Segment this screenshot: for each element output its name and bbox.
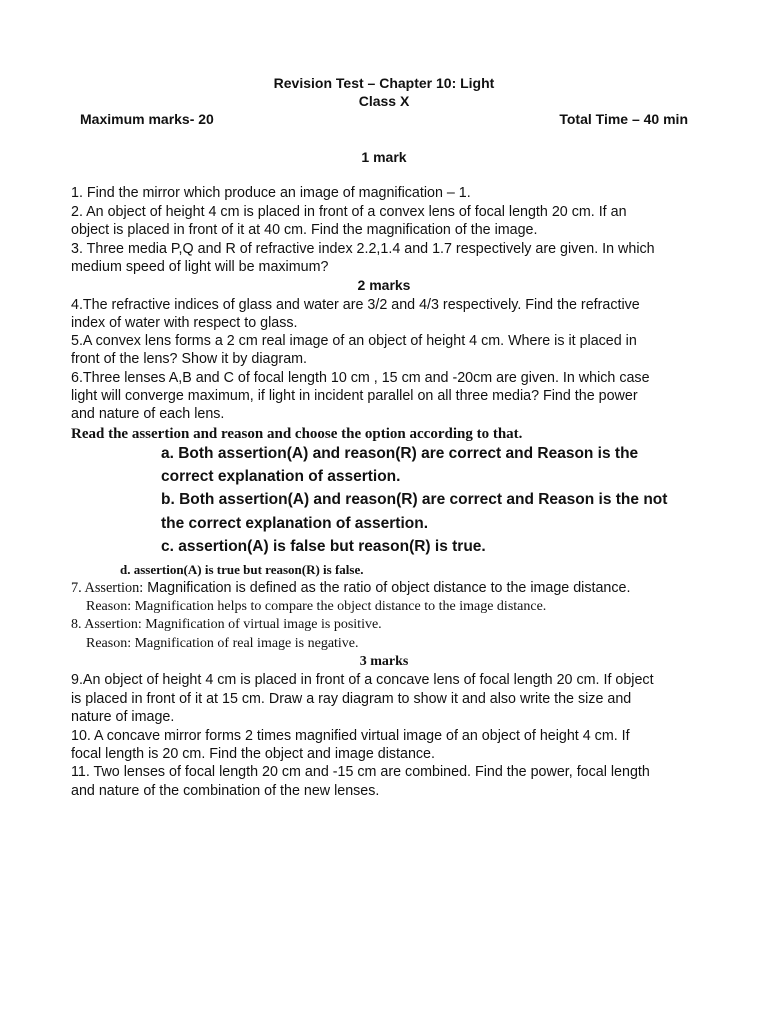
option-d: d. assertion(A) is true but reason(R) is false.	[120, 562, 364, 577]
question-3-line-1: 3. Three media P,Q and R of refractive index 2.2,1.4 and 1.7 respectively are given. In which	[71, 241, 655, 257]
question-6-line-1: 6.Three lenses A,B and C of focal length 10 cm , 15 cm and -20cm are given. In which case	[71, 370, 650, 386]
question-9-line-1: 9.An object of height 4 cm is placed in front of a concave lens of focal length 20 cm. If object	[71, 672, 654, 688]
option-b-line-1: b. Both assertion(A) and reason(R) are correct and Reason is the not	[161, 491, 668, 508]
max-marks: Maximum marks- 20	[80, 111, 214, 127]
question-7-assertion-text: Magnification is defined as the ratio of object distance to the image distance.	[143, 580, 631, 596]
question-11-line-1: 11. Two lenses of focal length 20 cm and -15 cm are combined. Find the power, focal length	[71, 764, 650, 780]
question-2-line-1: 2. An object of height 4 cm is placed in front of a convex lens of focal length 20 cm. If an	[71, 204, 627, 220]
question-7-assertion	[71, 579, 711, 597]
question-5-line-1: 5.A convex lens forms a 2 cm real image of an object of height 4 cm. Where is it placed in	[71, 333, 637, 349]
section-1-mark: 1 mark	[361, 149, 407, 165]
assertion-reason-instruction: Read the assertion and reason and choose the option according to that.	[71, 426, 523, 442]
question-7-assertion-label: 7. Assertion:	[71, 580, 144, 596]
option-b-line-2: the correct explanation of assertion.	[161, 515, 429, 532]
question-3-line-2: medium speed of light will be maximum?	[71, 259, 329, 275]
question-10-line-2: focal length is 20 cm. Find the object and image distance.	[71, 746, 435, 762]
question-6-line-2: light will converge maximum, if light in incident parallel on all three media? Find the power	[71, 388, 638, 404]
question-4-line-2: index of water with respect to glass.	[71, 315, 298, 331]
total-time: Total Time – 40 min	[559, 111, 688, 127]
option-a-line-1: a. Both assertion(A) and reason(R) are correct and Reason is the	[161, 445, 639, 462]
question-9-line-3: nature of image.	[71, 709, 175, 725]
question-8-reason: Reason: Magnification of real image is negative.	[86, 636, 359, 651]
question-5-line-2: front of the lens? Show it by diagram.	[71, 351, 308, 367]
option-c: c. assertion(A) is false but reason(R) is true.	[161, 538, 486, 555]
question-1: 1. Find the mirror which produce an image of magnification – 1.	[71, 185, 471, 201]
question-7-reason: Reason: Magnification helps to compare the object distance to the image distance.	[86, 599, 547, 614]
section-3-marks: 3 marks	[359, 654, 409, 669]
option-a-line-2: correct explanation of assertion.	[161, 468, 401, 485]
question-9-line-2: is placed in front of it at 15 cm. Draw a ray diagram to show it and also write the size and	[71, 691, 632, 707]
section-2-marks: 2 marks	[357, 277, 411, 293]
question-8-assertion: 8. Assertion: Magnification of virtual image is positive.	[71, 617, 382, 632]
question-2-line-2: object is placed in front of it at 40 cm. Find the magnification of the image.	[71, 222, 538, 238]
class-label: Class X	[358, 93, 410, 109]
question-11-line-2: and nature of the combination of the new lenses.	[71, 783, 380, 799]
question-10-line-1: 10. A concave mirror forms 2 times magnified virtual image of an object of height 4 cm. If	[71, 728, 630, 744]
question-4-line-1: 4.The refractive indices of glass and water are 3/2 and 4/3 respectively. Find the refractive	[71, 297, 640, 313]
test-title: Revision Test – Chapter 10: Light	[273, 75, 495, 91]
question-6-line-3: and nature of each lens.	[71, 406, 225, 422]
